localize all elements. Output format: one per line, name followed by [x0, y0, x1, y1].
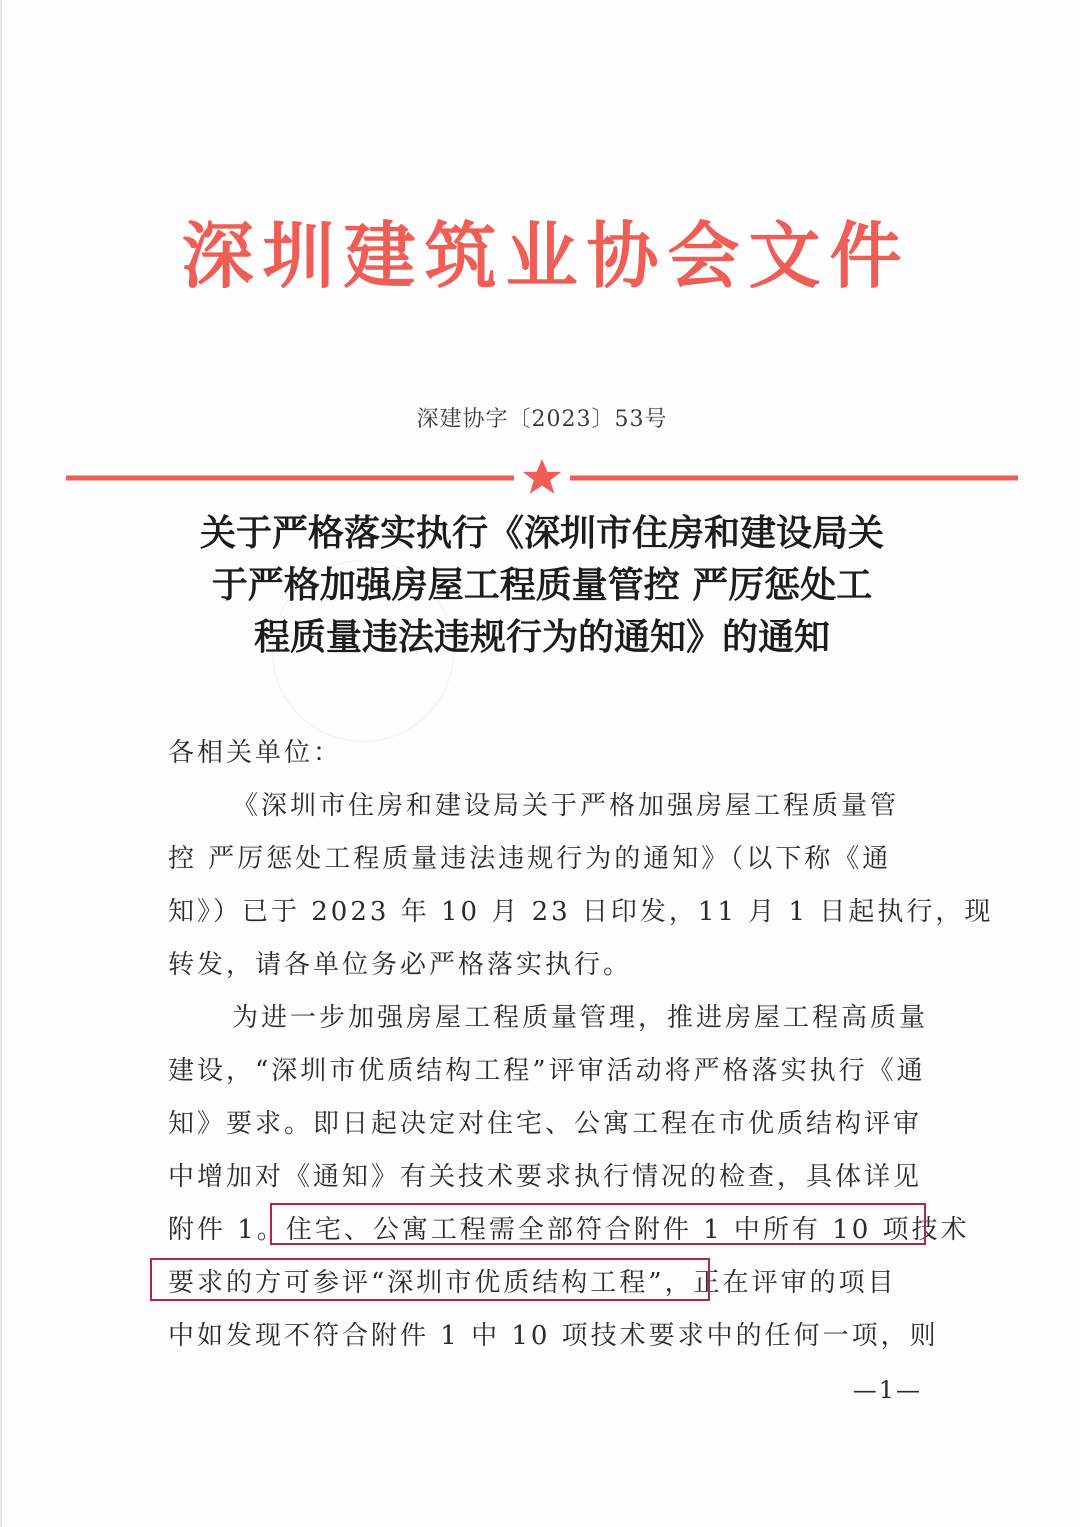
- salutation: 各相关单位：: [168, 738, 343, 768]
- paragraph2-line6-suffix: 正在评审的项目: [693, 1268, 897, 1298]
- title-line: 程质量违法违规行为的通知》的通知: [253, 617, 830, 658]
- highlighted-text: 要求的方可参评“深圳市优质结构工程”，: [168, 1268, 694, 1298]
- paragraph2-line: [168, 1204, 970, 1257]
- notice-body: [168, 727, 994, 1363]
- notice-title: [122, 508, 962, 664]
- page-number: —1—: [852, 1376, 922, 1404]
- paragraph1-line: 转发，请各单位务必严格落实执行。: [168, 950, 633, 980]
- star-icon: [523, 459, 562, 494]
- title-line: 关于严格落实执行《深圳市住房和建设局关: [199, 513, 884, 554]
- paragraph2-line: [168, 1257, 928, 1310]
- paragraph2-line5-prefix: 附件 1。: [168, 1215, 286, 1245]
- masthead-title: 深圳建筑业协会文件: [181, 213, 911, 298]
- paragraph2-line: 知》要求。即日起决定对住宅、公寓工程在市优质结构评审: [168, 1109, 923, 1139]
- paragraph1-line: 知》）已于 2023 年 10 月 23 日印发，11 月 1 日起执行，现: [168, 897, 994, 927]
- paragraph2-line: 中增加对《通知》有关技术要求执行情况的检查，具体详见: [168, 1162, 923, 1192]
- title-line: 于严格加强房屋工程质量管控 严厉惩处工: [211, 565, 873, 606]
- document-number: 深建协字〔2023〕53号: [416, 407, 668, 432]
- paragraph2-line: 中如发现不符合附件 1 中 10 项技术要求中的任何一项，则: [168, 1321, 939, 1351]
- paragraph2-line: 建设，“深圳市优质结构工程”评审活动将严格落实执行《通: [168, 1056, 926, 1086]
- highlighted-text: 住宅、公寓工程需全部符合附件 1 中所有 10 项技术: [285, 1215, 970, 1245]
- paragraph1-line: 《深圳市住房和建设局关于严格加强房屋工程质量管: [232, 791, 900, 821]
- paragraph2-line: 为进一步加强房屋工程质量管理，推进房屋工程高质量: [232, 1003, 929, 1033]
- paragraph1-line: 控 严厉惩处工程质量违法违规行为的通知》（以下称《通: [168, 844, 892, 874]
- red-star-divider: [64, 456, 1020, 500]
